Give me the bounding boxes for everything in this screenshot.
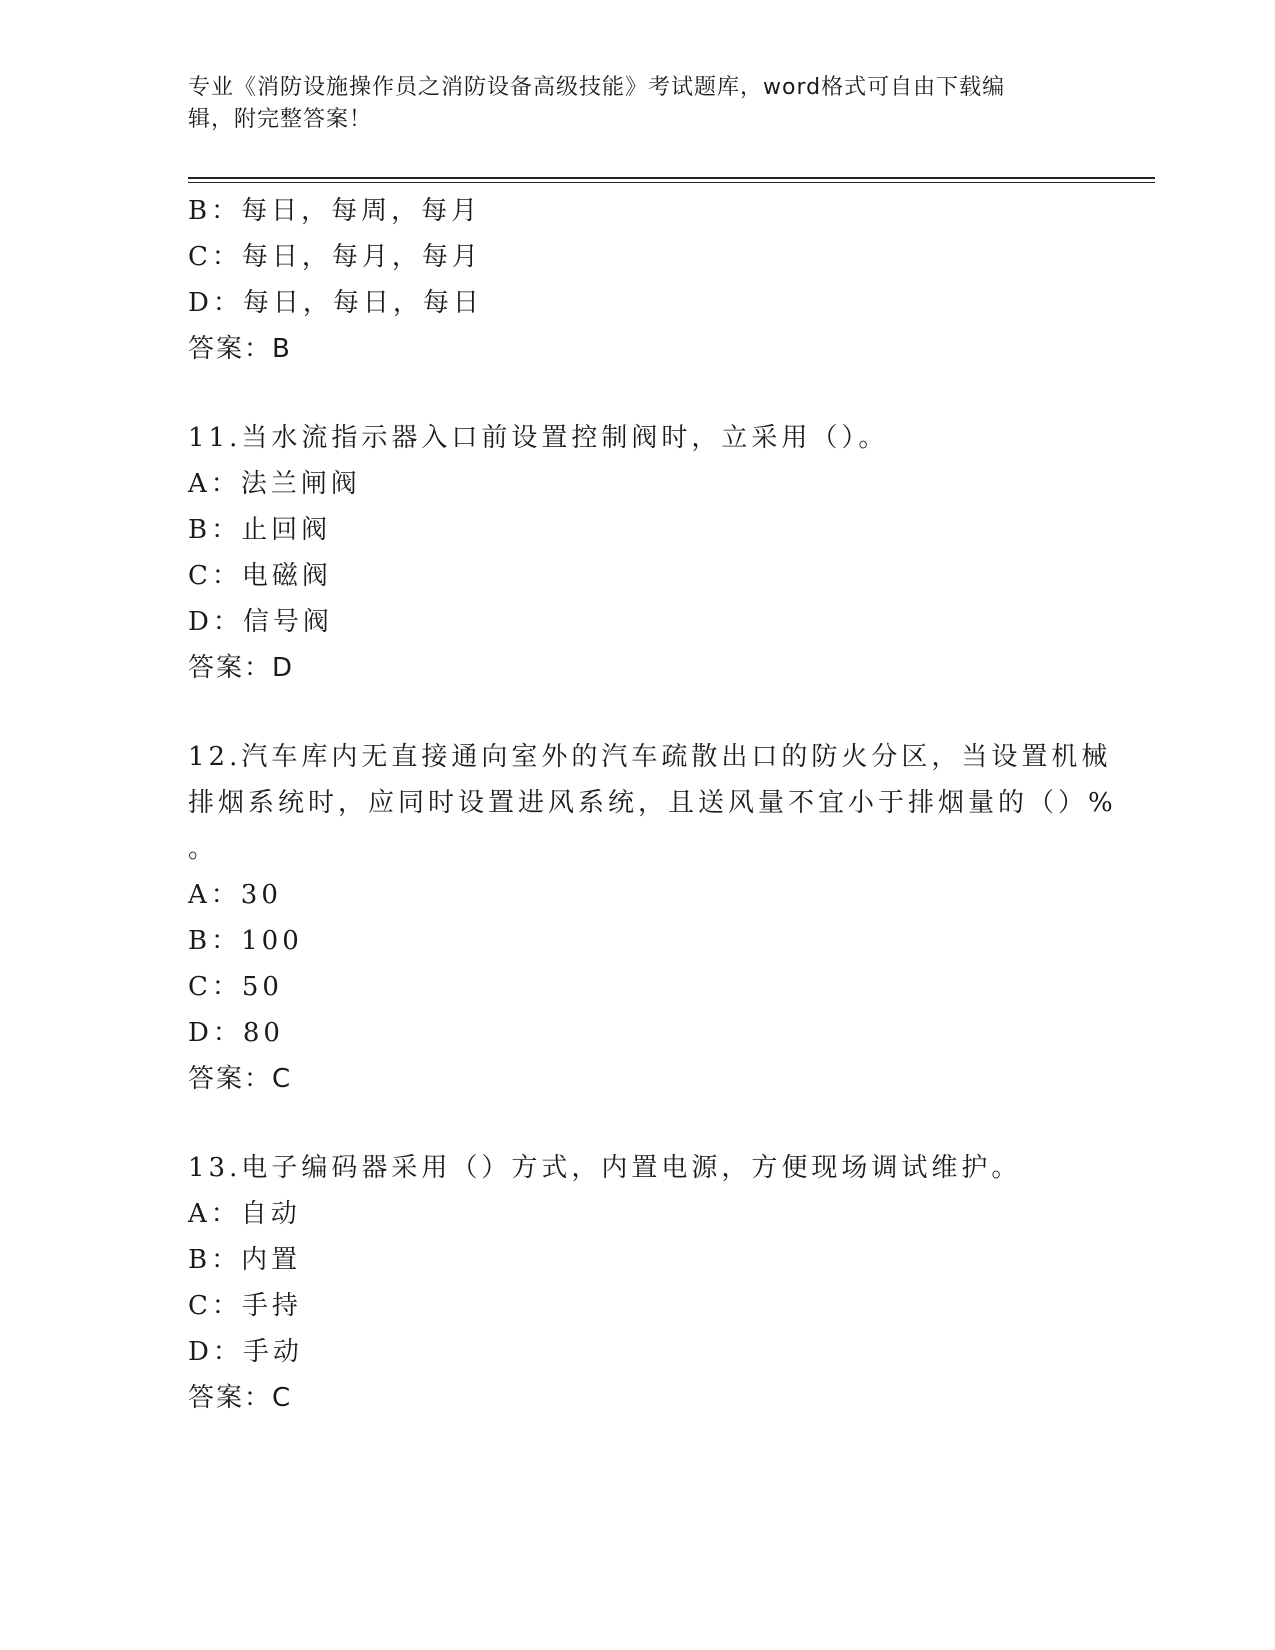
spacer: [188, 1102, 1078, 1145]
question-13: [188, 1145, 1078, 1421]
option-a: A：自动: [188, 1199, 301, 1229]
answer: 答案：B: [188, 334, 292, 364]
question-list: [188, 188, 1117, 1421]
question-text-line-2: 排烟系统时，应同时设置进风系统，且送风量不宜小于排烟量的（）%: [188, 788, 1117, 818]
spacer: [188, 372, 1078, 415]
option-a: A：30: [188, 880, 282, 910]
header-divider-thick: [188, 177, 1155, 179]
option-d: D：手动: [188, 1337, 303, 1367]
option-c: C：手持: [188, 1291, 302, 1321]
option-d: D：信号阀: [188, 607, 333, 637]
question-text-line-3: 。: [188, 834, 219, 864]
option-d: D：80: [188, 1018, 284, 1048]
question-text-line-1: 12.汽车库内无直接通向室外的汽车疏散出口的防火分区，当设置机械: [188, 742, 1112, 772]
option-b: B：内置: [188, 1245, 302, 1275]
option-b: B：每日，每周，每月: [188, 196, 482, 226]
spacer: [188, 691, 1078, 734]
question-10: [188, 188, 1078, 372]
question-text: 11.当水流指示器入口前设置控制阀时，立采用（）。: [188, 423, 889, 453]
option-c: C：电磁阀: [188, 561, 332, 591]
question-12: [188, 734, 1117, 1102]
question-11: [188, 415, 1078, 691]
answer: 答案：D: [188, 653, 295, 683]
header-divider-thin: [188, 182, 1155, 183]
header-title-line-1: 专业《消防设施操作员之消防设备高级技能》考试题库，word格式可自由下载编: [188, 75, 1006, 100]
answer: 答案：C: [188, 1383, 293, 1413]
header-title-line-2: 辑，附完整答案！: [188, 107, 373, 132]
question-text: 13.电子编码器采用（）方式，内置电源，方便现场调试维护。: [188, 1153, 1022, 1183]
answer: 答案：C: [188, 1064, 293, 1094]
option-c: C：50: [188, 972, 283, 1002]
document-header: [188, 72, 1088, 136]
option-a: A：法兰闸阀: [188, 469, 361, 499]
option-c: C：每日，每月，每月: [188, 242, 482, 272]
option-d: D：每日，每日，每日: [188, 288, 483, 318]
option-b: B：止回阀: [188, 515, 332, 545]
option-b: B：100: [188, 926, 303, 956]
